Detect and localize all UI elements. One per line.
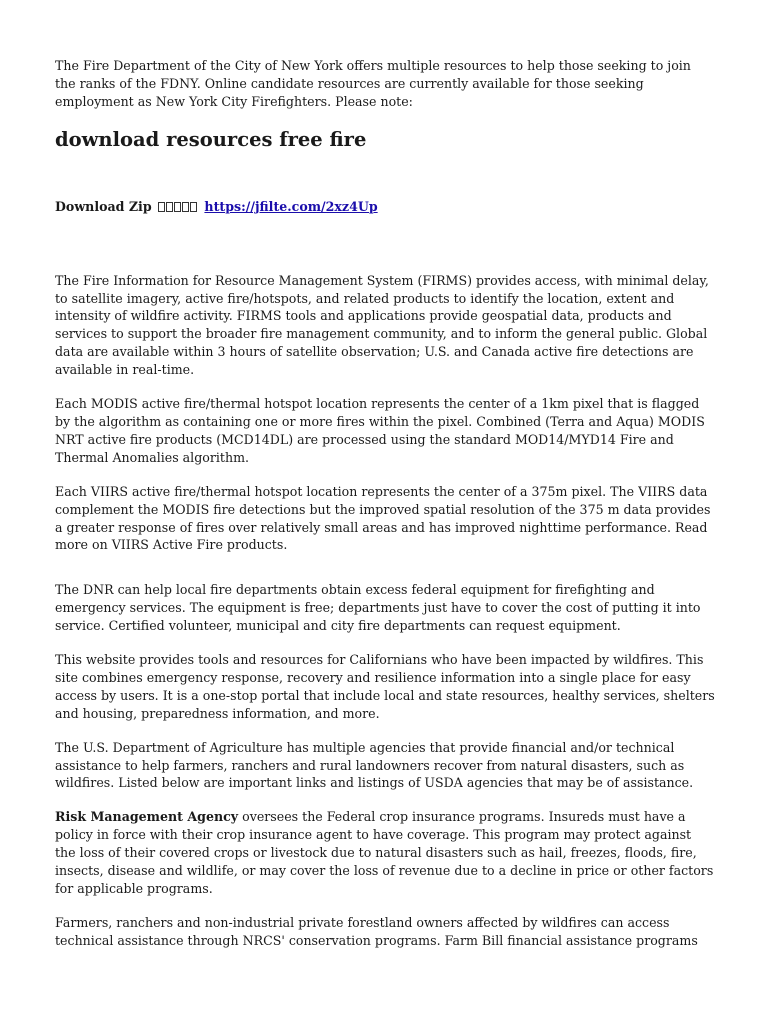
download-link[interactable]: https://jfilte.com/2xz4Up (204, 198, 378, 214)
viirs-paragraph: Each VIIRS active fire/thermal hotspot location represents the center of a 375m pixel. The VIIRS data complement the MODIS fire detections but the improved spatial resolution of the 375 m data provides a greater response of fires over relatively small areas and has improved nighttime performance. Read more on VIIRS Active Fire products. (55, 483, 711, 553)
missing-glyph-icons (158, 198, 198, 216)
california-paragraph: This website provides tools and resources for Californians who have been impacted by wildfires. This site combines emergency response, recovery and resilience information into a single place for easy access by users. It is a one-stop portal that include local and state resources, healthy services, shelters and housing, preparedness information, and more. (55, 652, 715, 721)
rma-agency-name: Risk Management Agency (55, 809, 239, 825)
rma-text: oversees the Federal crop insurance programs. Insureds must have a policy in force with their crop insurance agent to have coverage. This program may protect against the loss of their covered crops or livestock due to natural disasters such as hail, freezes, floods, fire, insects, disease and wildlife, or may cover the loss of revenue due to a decline in price or other factors for applicable programs. (55, 809, 714, 896)
firms-paragraph: The Fire Information for Resource Management System (FIRMS) provides access, with minimal delay, to satellite imagery, active fire/hotspots, and related products to identify the location, extent and intensity of wildfire activity. FIRMS tools and applications provide geospatial data, products and services to support the broader fire management community, and to inform the general public. Global data are available within 3 hours of satellite observation; U.S. and Canada active fire detections are available in real-time. (55, 272, 709, 378)
modis-paragraph: Each MODIS active fire/thermal hotspot location represents the center of a 1km pixel that is flagged by the algorithm as containing one or more fires within the pixel. Combined (Terra and Aqua) MODIS NRT active fire products (MCD14DL) are processed using the standard MOD14/MYD14 Fire and Thermal Anomalies algorithm. (55, 396, 705, 465)
nrcs-paragraph: Farmers, ranchers and non-industrial private forestland owners affected by wildfires can access technical assistance through NRCS' conservation programs. Farm Bill financial assistance programs (55, 914, 698, 948)
rma-paragraph (55, 808, 715, 898)
usda-paragraph: The U.S. Department of Agriculture has multiple agencies that provide financial and/or technical assistance to help farmers, ranchers and rural landowners recover from natural disasters, such as wildfires. Listed below are important links and listings of USDA agencies that may be of assistance. (55, 739, 694, 791)
download-line (55, 198, 715, 216)
page-title: download resources free fire (55, 127, 367, 151)
dnr-paragraph: The DNR can help local fire departments obtain excess federal equipment for firefighting and emergency services. The equipment is free; departments just have to cover the cost of putting it into service. Certified volunteer, municipal and city fire departments can request equipment. (55, 582, 701, 634)
download-label: Download Zip (55, 198, 152, 214)
intro-paragraph: The Fire Department of the City of New York offers multiple resources to help those seeking to join the ranks of the FDNY. Online candidate resources are currently available for those seeking employment as New York City Firefighters. Please note: (55, 58, 691, 109)
